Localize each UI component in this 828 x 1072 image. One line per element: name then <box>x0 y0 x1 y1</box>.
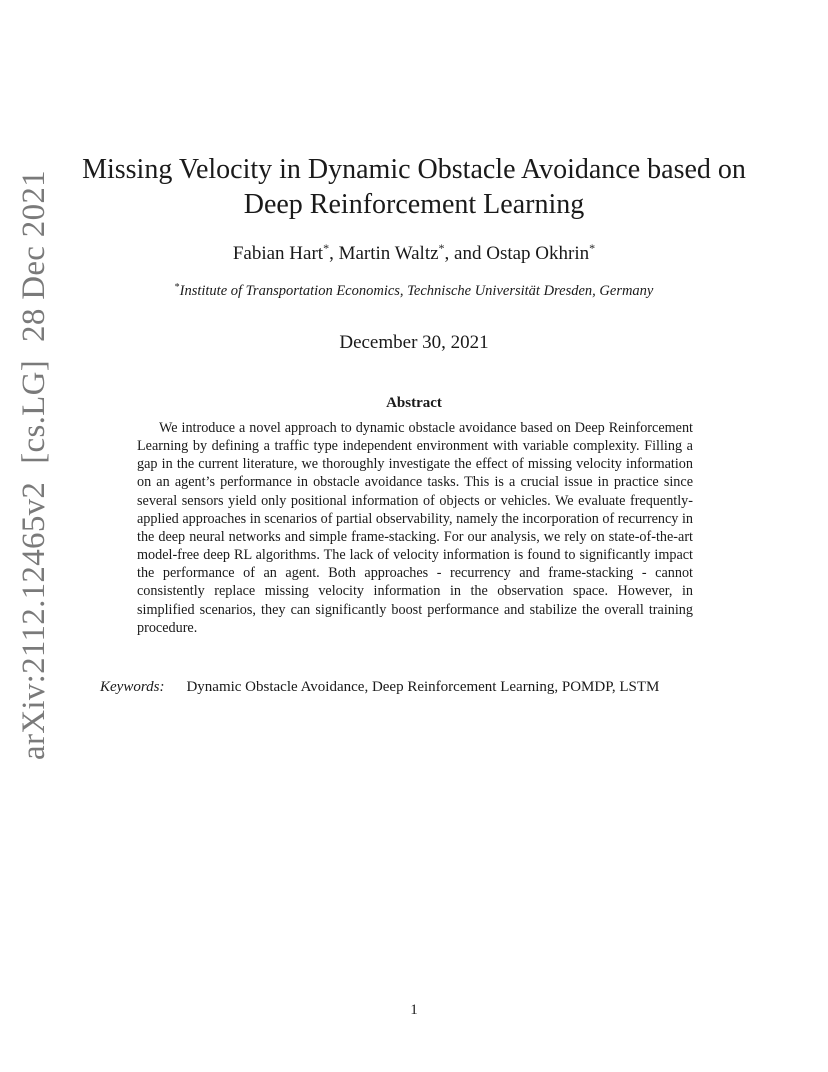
affiliation-mark: * <box>174 282 180 293</box>
author-name: Fabian Hart <box>232 243 324 264</box>
page-number: 1 <box>410 1002 418 1018</box>
arxiv-category: [cs.LG] <box>16 359 52 464</box>
keywords-text: Dynamic Obstacle Avoidance, Deep Reinforcement Learning, POMDP, LSTM <box>186 679 660 695</box>
abstract-body: We introduce a novel approach to dynamic obstacle avoidance based on Deep Reinforcement Learning by defining a traffic type independent environment with variable complexity. Filling a gap in the current literature, we thoroughly investigate the effect of missing velocity information on an agent’s performance in obstacle avoidance tasks. This is a crucial issue in practice since several sensors yield only positional information of objects or vehicles. We evaluate frequently-applied approaches in scenarios of partial observability, namely the incorporation of recurrency in the deep neural networks and simple frame-stacking. For our analysis, we rely on state-of-the-art model-free deep RL algorithms. The lack of velocity information is found to significantly impact the performance of an agent. Both approaches - recurrency and frame-stacking - cannot consistently replace missing velocity information in the observation space. However, in simplified scenarios, they can significantly boost performance and stabilize the overall training procedure. <box>137 420 693 636</box>
keywords <box>100 677 760 697</box>
author-affiliation-mark: * <box>589 241 596 255</box>
author-affiliation-mark: * <box>323 241 330 255</box>
author-name: Martin Waltz <box>338 243 439 264</box>
author-affiliation-mark: * <box>438 241 445 255</box>
author-separator: , <box>329 243 339 264</box>
paper-title: Missing Velocity in Dynamic Obstacle Avoidance based on Deep Reinforcement Learning <box>82 154 746 220</box>
arxiv-date: 28 Dec 2021 <box>16 170 52 342</box>
author-separator: , and <box>444 243 487 264</box>
abstract-heading: Abstract <box>386 395 442 411</box>
keywords-label: Keywords: <box>100 679 165 695</box>
affiliation-text: Institute of Transportation Economics, Technische Universität Dresden, Germany <box>179 283 654 299</box>
paper-date: December 30, 2021 <box>339 332 489 353</box>
arxiv-identifier: arXiv:2112.12465v2 <box>16 481 52 760</box>
author-name: Ostap Okhrin <box>486 243 590 264</box>
author-list <box>60 242 768 266</box>
arxiv-stamp <box>16 152 53 760</box>
affiliation <box>60 282 768 300</box>
